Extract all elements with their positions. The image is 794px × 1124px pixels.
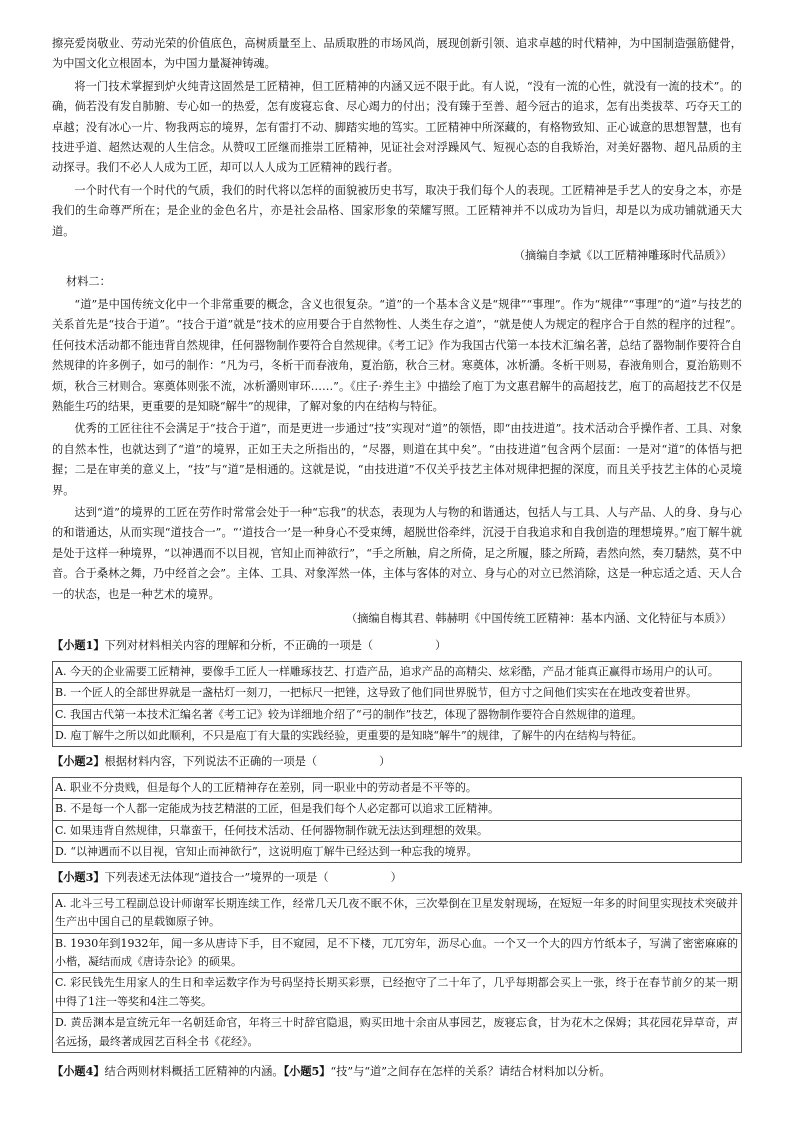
question-number: 【小题3】: [52, 870, 105, 885]
question-text: “技”与“道”之间存在怎样的关系？请结合材料加以分析。: [330, 1065, 611, 1079]
options-table: [52, 893, 742, 1053]
material2-paragraph: 优秀的工匠往往不会满足于“技合于道”，而是更进一步通过“技”实现对“道”的领悟，即“由技进道”。技术活动合乎操作者、工具、对象的自然本性，也就达到了“道”的境界，正如王夫之所指出的，“尽器，则道在其中矣”。“由技进道”包含两个层面：一是对“道”的体悟与把握；二是在审美的意义上，“技”与“道”是相通的。这就是说，“由技进道”不仅关乎技艺主体对规律把握的深度，而且关乎技艺主体的心灵境界。: [52, 422, 742, 497]
material2-source: （摘编自梅其君、韩赫明《中国传统工匠精神：基本内涵、文化特征与本质》）: [346, 611, 732, 625]
material1-paragraph: 将一门技术掌握到炉火纯青这固然是工匠精神，但工匠精神的内涵又远不限于此。有人说，“没有一流的心性，就没有一流的技术”。的确，倘若没有发自肺腑、专心如一的热爱，怎有废寝忘食、尽心竭力的付出；没有臻于至善、超今冠古的追求，怎有出类拔萃、巧夺天工的卓越；没有冰心一片、物我两忘的境界，怎有雷打不动、脚踏实地的笃实。工匠精神中所深藏的，有格物致知、正心诚意的思想智慧，也有技进乎道、超然达观的人生信念。从赞叹工匠继而推崇工匠精神，见证社会对浮躁风气、短视心态的自我矫治，对美好器物、超凡品质的主动探寻。我们不必人人成为工匠，却可以人人成为工匠精神的践行者。: [52, 79, 742, 175]
option-b[interactable]: B. 一个匠人的全部世界就是一盏枯灯一刻刀，一把标尺一把锉，这导致了他们同世界脱节，但方寸之间他们实实在在地改变着世界。: [53, 683, 741, 704]
question-number: 【小题4】: [52, 1064, 105, 1079]
option-b[interactable]: B. 1930年到1932年，闻一多从唐诗下手，目不窥园，足不下楼，兀兀穷年，沥尽心血。一个又一个大的四方竹纸本子，写满了密密麻麻的小楷，凝结而成《唐诗杂论》的硕果。: [53, 934, 741, 974]
option-a[interactable]: A. 北斗三号工程副总设计师谢军长期连续工作，经常几天几夜不眠不休，三次晕倒在卫星发射现场，在短短一年多的时间里实现技术突破并生产出中国自己的星载铷原子钟。: [53, 894, 741, 934]
option-c[interactable]: C. 彩民钱先生用家人的生日和幸运数字作为号码坚持长期买彩票，已经抱守了二十年了，几乎每期都会买上一张，终于在春节前夕的某一期中得了1注一等奖和4注二等奖。: [53, 973, 741, 1013]
question-text: 下列表述无法体现“道技合一”境界的一项是（: [104, 871, 329, 885]
material1-source: （摘编自李斌《以工匠精神雕琢时代品质》）: [513, 249, 732, 263]
option-d[interactable]: D. 黄岳渊本是宣统元年一名朝廷命官，年将三十时辞官隐退，购买田地十余亩从事园艺，废寝忘食，甘为花木之保姆；其花园花异草奇，声名远扬，最终著成园艺百科全书《花经》。: [53, 1013, 741, 1053]
option-d[interactable]: D. “以神遇而不以目视，官知止而神欲行”，这说明庖丁解牛已经达到一种忘我的境界。: [53, 842, 741, 863]
question-2: [52, 751, 742, 772]
question-close: ）: [390, 871, 402, 885]
questions-4-5: [52, 1061, 742, 1082]
options-table: [52, 777, 742, 864]
material2-paragraph: 达到“道”的境界的工匠在劳作时常常会处于一种“忘我”的状态，表现为人与物的和谐通达，包括人与工具、人与产品、人的身、身与心的和谐通达，从而实现“道技合一”。“‘道技合一’是一种身心不受束缚，超脱世俗牵绊，沉浸于自我追求和自我创造的理想境界。”庖丁解牛就是处于这样一种境界，“以神遇而不以目视，官知止而神欲行”，“手之所触，肩之所倚，足之所履，膝之所踦，砉然向然，奏刀騞然，莫不中音。合于桑林之舞，乃中经首之会”。主体、工具、对象浑然一体，主体与客体的对立、身与心的对立已然消除，这是一种忘适之适、天人合一的状态，也是一种艺术的境界。: [52, 505, 742, 601]
option-a[interactable]: A. 职业不分贵贱，但是每个人的工匠精神存在差别，同一职业中的劳动者是不平等的。: [53, 778, 741, 799]
option-c[interactable]: C. 我国古代第一本技术汇编名著《考工记》较为详细地介绍了“弓的制作”技艺，体现了器物制作要符合自然规律的道理。: [53, 705, 741, 726]
question-close: ）: [435, 639, 447, 653]
question-text: 结合两则材料概括工匠精神的内涵。: [104, 1065, 284, 1079]
question-close: ）: [379, 755, 391, 769]
material2-paragraph: “道”是中国传统文化中一个非常重要的概念，含义也很复杂。“道”的一个基本含义是“规律”“事理”。作为“规律”“事理”的“道”与技艺的关系首先是“技合于道”。“技合于道”就是“技术的应用要合于自然物性、人类生存之道”，“就是使人为规定的程序合于自然的程序的过程”。任何技术活动都不能违背自然规律，任何器物制作要符合自然规律。《考工记》作为我国古代第一本技术汇编名著，总结了器物制作要符合自然规律的许多例子，如弓的制作：“凡为弓，冬析干而春液角，夏治筋，秋合三材。寒奠体，冰析灂。冬析干则易，春液角则合，夏治筋则不烦，秋合三材则合。寒奠体则张不流，冰析灂则审环……”。《庄子·养生主》中描绘了庖丁为文惠君解牛的高超技艺，庖丁的高超技艺不仅是熟能生巧的结果，更重要的是知晓“解牛”的规律，了解对象的内在结构与特征。: [52, 297, 742, 413]
option-b[interactable]: B. 不是每一个人都一定能成为技艺精湛的工匠，但是我们每个人必定都可以追求工匠精神。: [53, 799, 741, 820]
question-number: 【小题5】: [283, 1064, 331, 1079]
question-3: [52, 867, 742, 888]
exam-page: [52, 34, 742, 1083]
material1-paragraph: 擦亮爱岗敬业、劳动光荣的价值底色，高树质量至上、品质取胜的市场风尚，展现创新引领、追求卓越的时代精神，为中国制造强筋健骨，为中国文化立根固本，为中国力量凝神铸魂。: [52, 37, 742, 71]
material1-paragraph: 一个时代有一个时代的气质，我们的时代将以怎样的面貌被历史书写，取决于我们每个人的表现。工匠精神是手艺人的安身之本，亦是我们的生命尊严所在；是企业的金色名片，亦是社会品格、国家形象的荣耀写照。工匠精神并不以成功为旨归，却是以为成功铺就通天大道。: [52, 183, 742, 238]
question-number: 【小题2】: [52, 754, 105, 769]
question-text: 下列对材料相关内容的理解和分析，不正确的一项是（: [104, 639, 374, 653]
option-d[interactable]: D. 庖丁解牛之所以如此顺利，不只是庖丁有大量的实践经验，更重要的是知晓“解牛”的规律，了解牛的内在结构与特征。: [53, 726, 741, 747]
question-1: [52, 635, 742, 656]
options-table: [52, 661, 742, 748]
material2-label: 材料二：: [66, 275, 111, 289]
option-a[interactable]: A. 今天的企业需要工匠精神，要像手工匠人一样雕琢技艺、打造产品，追求产品的高精尖、炫彩酷，产品才能真正赢得市场用户的认可。: [53, 662, 741, 683]
option-c[interactable]: C. 如果违背自然规律，只靠蛮干，任何技术活动、任何器物制作就无法达到理想的效果。: [53, 821, 741, 842]
question-text: 根据材料内容，下列说法不正确的一项是（: [104, 755, 318, 769]
question-number: 【小题1】: [52, 638, 105, 653]
